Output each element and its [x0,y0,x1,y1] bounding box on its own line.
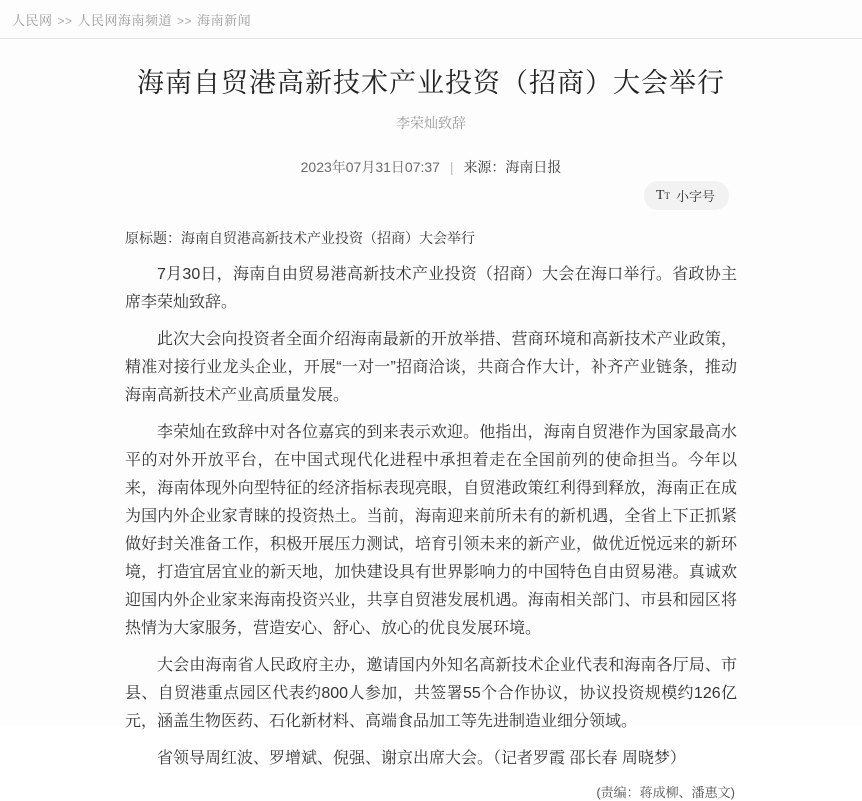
breadcrumb-separator: >> [57,14,73,28]
page-title: 海南自贸港高新技术产业投资（招商）大会举行 [137,68,725,98]
original-title-label: 原标题： [125,230,181,246]
paragraph: 大会由海南省人民政府主办，邀请国内外知名高新技术企业代表和海南各厅局、市县、自贸港重点园区代表约800人参加，共签署55个合作协议，协议投资规模约126亿元，涵盖生物医药、石化新材料、高端食品加工等先进制造业细分领域。 [125,657,737,730]
source-name: 海南日报 [505,159,562,175]
breadcrumb-link-people[interactable]: 人民网 [12,13,53,28]
original-title [125,227,737,249]
breadcrumb-link-hainan-news[interactable]: 海南新闻 [197,13,252,28]
article-toolbar [125,181,737,209]
paragraph: 7月30日，海南自由贸易港高新技术产业投资（招商）大会在海口举行。省政协主席李荣灿致辞。 [125,266,737,311]
editors-byline: (责编：蒋成柳、潘惠文) [596,785,735,800]
article-subtitle: 李荣灿致辞 [396,115,466,131]
breadcrumb-link-hainan-channel[interactable]: 人民网海南频道 [77,13,173,28]
font-size-button[interactable] [644,181,729,210]
font-size-label: 小字号 [675,189,715,204]
paragraph: 此次大会向投资者全面介绍海南最新的开放举措、营商环境和高新技术产业政策，精准对接行业龙头企业，开展“一对一”招商洽谈，共商合作大计，补齐产业链条，推动海南高新技术产业高质量发展。 [125,331,737,404]
paragraph: 省领导周红波、罗增斌、倪强、谢京出席大会。（记者罗霞 邵长春 周晓梦） [157,750,686,767]
source-label: 来源： [463,159,506,175]
publish-date: 2023年07月31日07:37 [300,159,440,175]
article-body [125,261,737,773]
paragraph: 李荣灿在致辞中对各位嘉宾的到来表示欢迎。他指出，海南自贸港作为国家最高水平的对外开放平台，在中国式现代化进程中承担着走在全国前列的使命担当。今年以来，海南体现外向型特征的经济指标表现亮眼，自贸港政策红利得到释放，海南正在成为国内外企业家青睐的投资热土。当前，海南迎来前所未有的新机遇，全省上下正抓紧做好封关准备工作，积极开展压力测试，培育引领未来的新产业，做优近悦远来的新环境，打造宜居宜业的新天地，加快建设具有世界影响力的中国特色自由贸易港。真诚欢迎国内外企业家来海南投资兴业，共享自贸港发展机遇。海南相关部门、市县和园区将热情为大家服务，营造安心、舒心、放心的优良发展环境。 [125,424,737,637]
dateline-pipe: | [449,159,454,175]
dateline [125,157,737,177]
breadcrumb [0,0,862,38]
font-size-icon: T T [655,187,670,203]
breadcrumb-separator: >> [177,14,193,28]
article-content [125,65,737,801]
header-divider [0,38,862,39]
original-title-text: 海南自贸港高新技术产业投资（招商）大会举行 [181,230,475,246]
